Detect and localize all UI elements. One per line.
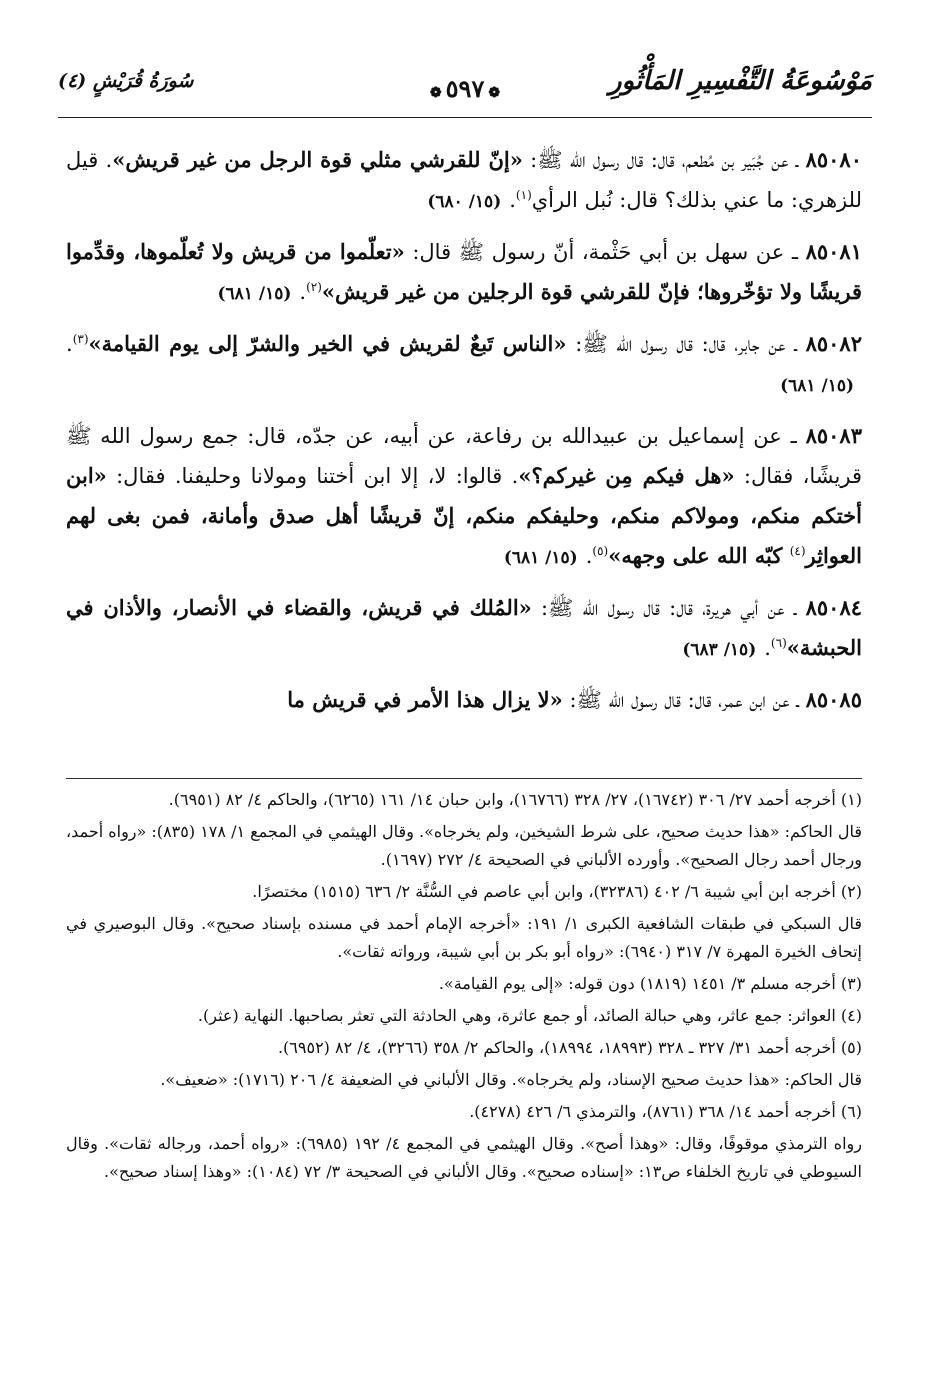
footnote-mark[interactable]: (٤) xyxy=(789,544,806,558)
running-title: مَوْسُوعَةُ التَّفْسِيرِ المَأْثُورِ xyxy=(609,66,872,96)
page-number xyxy=(426,74,504,103)
ornament-icon: ❁ xyxy=(429,85,442,101)
hadith-number: ٨٥٠٨١ xyxy=(805,239,862,264)
hadith-tail: . xyxy=(299,280,307,304)
hadith-number: ٨٥٠٨٠ xyxy=(805,147,862,172)
hadith-quote-third: كبّه الله على وجهه» xyxy=(608,543,790,568)
hadith-number: ٨٥٠٨٣ xyxy=(805,423,862,448)
hadith-quote: «هل فيكم مِن غيركم؟» xyxy=(518,463,735,488)
hadith-intro: ـ عن جابر، قال: قال رسول الله ﷺ: xyxy=(566,332,806,356)
footnote: قال الحاكم: «هذا حديث صحيح الإسناد، ولم يخرجاه». وقال الألباني في الضعيفة ٤/ ٢٠٦ (١٧١٦): «ضعيف». xyxy=(160,1070,862,1089)
hadith-intro: ـ عن إسماعيل بن عبيدالله بن رفاعة، عن أبيه، عن جدّه، قال: جمع رسول الله ﷺ قريشًا، فقال: xyxy=(66,424,863,488)
hadith-tail: . xyxy=(585,544,593,568)
footnote: (٤) العواثر: جمع عاثر، وهي حبالة الصائد، أو جمع عاثرة، وهي الحادثة التي تعثر بصاحبها. النهاية (عثر). xyxy=(197,1006,862,1025)
hadith-number: ٨٥٠٨٢ xyxy=(805,331,862,356)
hadith-quote: «تعلّموا من قريش ولا تُعلّموها، وقدِّموا قريشًا ولا تؤخّروها؛ فإنّ للقرشي قوة الرجلين من غير قريش» xyxy=(66,239,862,304)
header-divider xyxy=(58,117,872,118)
hadith-quote: «الناس تَبعٌ لقريش في الخير والشرّ إلى يوم القيامة» xyxy=(88,331,567,356)
hadith-quote: «لا يزال هذا الأمر في قريش ما xyxy=(287,687,563,712)
footnote: (٦) أخرجه أحمد ١٤/ ٣٦٨ (٨٧٦١)، والترمذي ٦/ ٤٢٦ (٤٢٧٨). xyxy=(469,1102,862,1121)
main-text xyxy=(66,140,862,730)
page-number-value: ٥٩٧ xyxy=(445,74,485,103)
hadith-reference: (١٥/ ٦٨١) xyxy=(503,548,578,568)
hadith-intro: ـ عن أبي هريرة، قال: قال رسول الله ﷺ: xyxy=(531,596,806,620)
hadith-reference: (١٥/ ٦٨١) xyxy=(217,284,292,304)
footnote: (٥) أخرجه أحمد ٣١/ ٣٢٧ ـ ٣٢٨ (١٨٩٩٣، ١٨٩٩٤)، والحاكم ٢/ ٣٥٨ (٣٢٦٦)، ٤/ ٨٢ (٦٩٥٢). xyxy=(277,1038,862,1057)
hadith-entry xyxy=(66,324,862,406)
footnote-mark[interactable]: (٦) xyxy=(770,636,787,650)
surah-title: سُورَةُ قُرَيْشٍ (٤) xyxy=(58,70,194,92)
footnote: رواه الترمذي موقوفًا، وقال: «وهذا أصح». وقال الهيثمي في المجمع ٤/ ١٩٢ (٦٩٨٥): «رواه أحمد، ورجاله ثقات». وقال السيوطي في تاريخ الخلفاء ص١٣: «إسناده صحيح». وقال الألباني في الصحيحة ٣/ ٧٢ (١٠٨٤): «وهذا إسناد صحيح». xyxy=(66,1134,862,1181)
hadith-intro: ـ عن ابن عمر، قال: قال رسول الله ﷺ: xyxy=(562,688,806,712)
hadith-intro: ـ عن جُبَير بن مُطعم، قال: قال رسول الله ﷺ: xyxy=(522,148,806,172)
hadith-after: . قالوا: لا، إلا ابن أختنا ومولانا وحليفنا. فقال: xyxy=(106,464,519,488)
hadith-tail: . xyxy=(509,188,516,212)
hadith-entry xyxy=(66,416,862,578)
hadith-quote: «المُلك في قريش، والقضاء في الأنصار، والأذان في الحبشة» xyxy=(66,595,862,660)
hadith-reference: (١٥/ ٦٨٣) xyxy=(682,640,757,660)
footnotes-divider xyxy=(66,778,862,779)
hadith-entry xyxy=(66,232,862,314)
hadith-reference: (١٥/ ٦٨٠) xyxy=(427,192,502,212)
footnote: (١) أخرجه أحمد ٢٧/ ٣٠٦ (١٦٧٤٢)، ٢٧/ ٣٢٨ (١٦٧٦٦)، وابن حبان ١٤/ ١٦١ (٦٢٦٥)، والحاكم ٤/ ٨٢ (٦٩٥١). xyxy=(168,790,862,809)
hadith-after: . قيل للزهري: ما عني بذلك؟ قال: نُبل الرأي xyxy=(66,148,862,212)
hadith-entry xyxy=(66,588,862,670)
footnote: قال الحاكم: «هذا حديث صحيح، على شرط الشيخين، ولم يخرجاه». وقال الهيثمي في المجمع ١/ ١٧٨ (٨٣٥): «رواه أحمد، ورجال أحمد رجال الصحيح». وأورده الألباني في الصحيحة ٤/ ٢٧٢ (١٦٩٧). xyxy=(66,822,863,869)
footnote: (٣) أخرجه مسلم ٣/ ١٤٥١ (١٨١٩) دون قوله: «إلى يوم القيامة». xyxy=(438,974,862,993)
hadith-entry xyxy=(66,680,862,720)
hadith-quote-second: «ابن أختكم منكم، ومولاكم منكم، وحليفكم منكم، إنّ قريشًا أهل صدق وأمانة، فمن بغى لهم العواثِر xyxy=(66,463,862,568)
footnote-mark[interactable]: (٣) xyxy=(72,332,89,346)
footnote-mark[interactable]: (٢) xyxy=(306,280,322,294)
footnotes xyxy=(66,786,862,1190)
hadith-quote: «إنّ للقرشي مثلي قوة الرجل من غير قريش» xyxy=(112,147,523,172)
hadith-tail: . xyxy=(66,332,73,356)
ornament-icon: ❁ xyxy=(488,85,501,101)
hadith-tail: . xyxy=(764,636,771,660)
footnote-mark[interactable]: (٥) xyxy=(592,544,609,558)
hadith-number: ٨٥٠٨٥ xyxy=(805,687,862,712)
hadith-reference: (١٥/ ٦٨١) xyxy=(780,376,854,396)
footnote-mark[interactable]: (١) xyxy=(515,188,532,202)
hadith-entry xyxy=(66,140,862,222)
footnote: قال السبكي في طبقات الشافعية الكبرى ١/ ١٩١: «أخرجه الإمام أحمد في مسنده بإسناد صحيح». وقال البوصيري في إتحاف الخيرة المهرة ٧/ ٣١٧ (٦٩٤٠): «رواه أبو بكر بن أبي شيبة، ورواته ثقات». xyxy=(66,914,862,961)
hadith-intro: ـ عن سهل بن أبي حَثْمة، أنّ رسول ﷺ قال: xyxy=(404,240,806,264)
hadith-number: ٨٥٠٨٤ xyxy=(805,595,863,620)
footnote: (٢) أخرجه ابن أبي شيبة ٦/ ٤٠٢ (٣٢٣٨٦)، وابن أبي عاصم في السُّنَّة ٢/ ٦٣٦ (١٥١٥) مختصرًا. xyxy=(252,882,862,901)
page-header xyxy=(58,62,872,112)
